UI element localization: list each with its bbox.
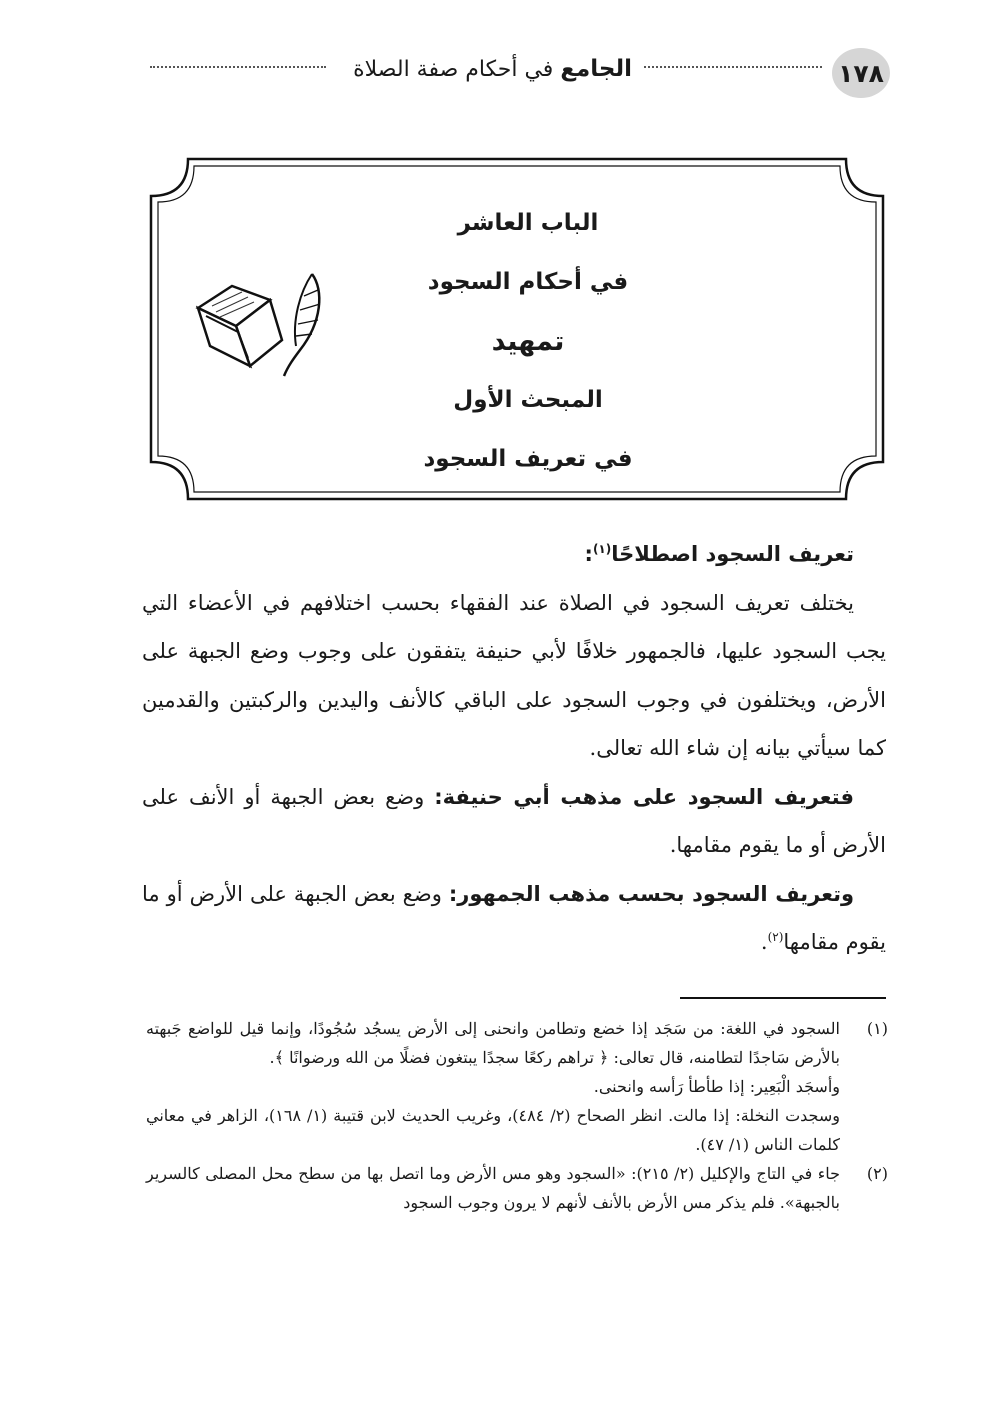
footnote-line: وأسجَد الْبَعِير: إذا طأطأ رَأسه وانحنى. [593, 1077, 840, 1096]
book-title [353, 56, 632, 82]
abu-hanifa-text: وضع بعض الجبهة أو الأنف على الأرض أو ما يقوم مقامها. [142, 784, 886, 857]
footnote-number: (١) [866, 1019, 888, 1038]
chapter-title-box [148, 156, 886, 502]
header-dots-left [150, 66, 326, 68]
majority-lead: وتعريف السجود بحسب مذهب الجمهور: [448, 881, 855, 906]
running-header [140, 44, 892, 108]
footnote-ref-1[interactable]: (١) [592, 542, 612, 556]
paragraph-intro: يختلف تعريف السجود في الصلاة عند الفقهاء بحسب اختلافهم في الأعضاء التي يجب السجود عليها، فالجمهور خلافًا لأبي حنيفة يتفقون على وجوب وضع الجبهة على الأرض، ويختلفون في وجوب السجود على الباقي كالأنف واليدين والركبتين والقدمين كما سيأتي بيانه إن شاء الله تعالى. [142, 590, 886, 760]
section-subtitle: في تعريف السجود [423, 446, 633, 472]
book-title-bold: الجامع [560, 56, 632, 82]
definition-heading [142, 530, 886, 579]
footnote-number: (٢) [866, 1164, 888, 1183]
heading-text: تعريف السجود اصطلاحًا [611, 542, 854, 566]
footnote-ref-2[interactable]: (٢) [767, 930, 784, 944]
paragraph-majority [142, 870, 886, 967]
footnote-line: جاء في التاج والإكليل (٢/ ٢١٥): «السجود وهو مس الأرض وما اتصل بها من سطح محل المصلى كالسرير بالجبهة». فلم يذكر مس الأرض بالأنف لأنهم لا يرون وجوب السجود [146, 1164, 840, 1212]
book-title-rest: في أحكام صفة الصلاة [353, 57, 554, 82]
chapter-subtitle: في أحكام السجود [427, 269, 629, 295]
footnote-1 [146, 1014, 888, 1159]
intro-heading: تمهيد [491, 326, 565, 357]
paragraph-abu-hanifa [142, 773, 886, 870]
chapter-title: الباب العاشر [457, 210, 599, 236]
heading-colon: : [584, 542, 593, 566]
footnote-separator [680, 997, 886, 999]
title-lines [378, 194, 678, 489]
header-dots-right [644, 66, 822, 68]
footnote-line: وسجدت النخلة: إذا مالت. انظر الصحاح (٢/ ٤٨٤)، وغريب الحديث لابن قتيبة (١/ ١٦٨)، الزاهر في معاني كلمات الناس (١/ ٤٧). [146, 1106, 840, 1154]
book-and-quill-icon [192, 266, 342, 386]
footnote-line: السجود في اللغة: من سَجَد إذا خضع وتطامن وانحنى إلى الأرض يسجُد سُجُودًا، وإنما قيل للواضع جَبهته بالأرض سَاجدًا لتطامنه، قال تعالى: ﴿ تراهم ركعًا سجدًا يبتغون فضلًا من الله ورضوانًا ﴾. [146, 1019, 840, 1067]
footnotes [146, 1014, 888, 1217]
section-title: المبحث الأول [453, 387, 603, 413]
footnote-2 [146, 1159, 888, 1217]
majority-period: . [760, 930, 768, 954]
main-text [142, 530, 886, 967]
page-number: ١٧٨ [832, 48, 890, 98]
majority-text: وضع بعض الجبهة على الأرض أو ما يقوم مقامها [142, 881, 886, 954]
abu-hanifa-lead: فتعريف السجود على مذهب أبي حنيفة: [434, 784, 854, 809]
